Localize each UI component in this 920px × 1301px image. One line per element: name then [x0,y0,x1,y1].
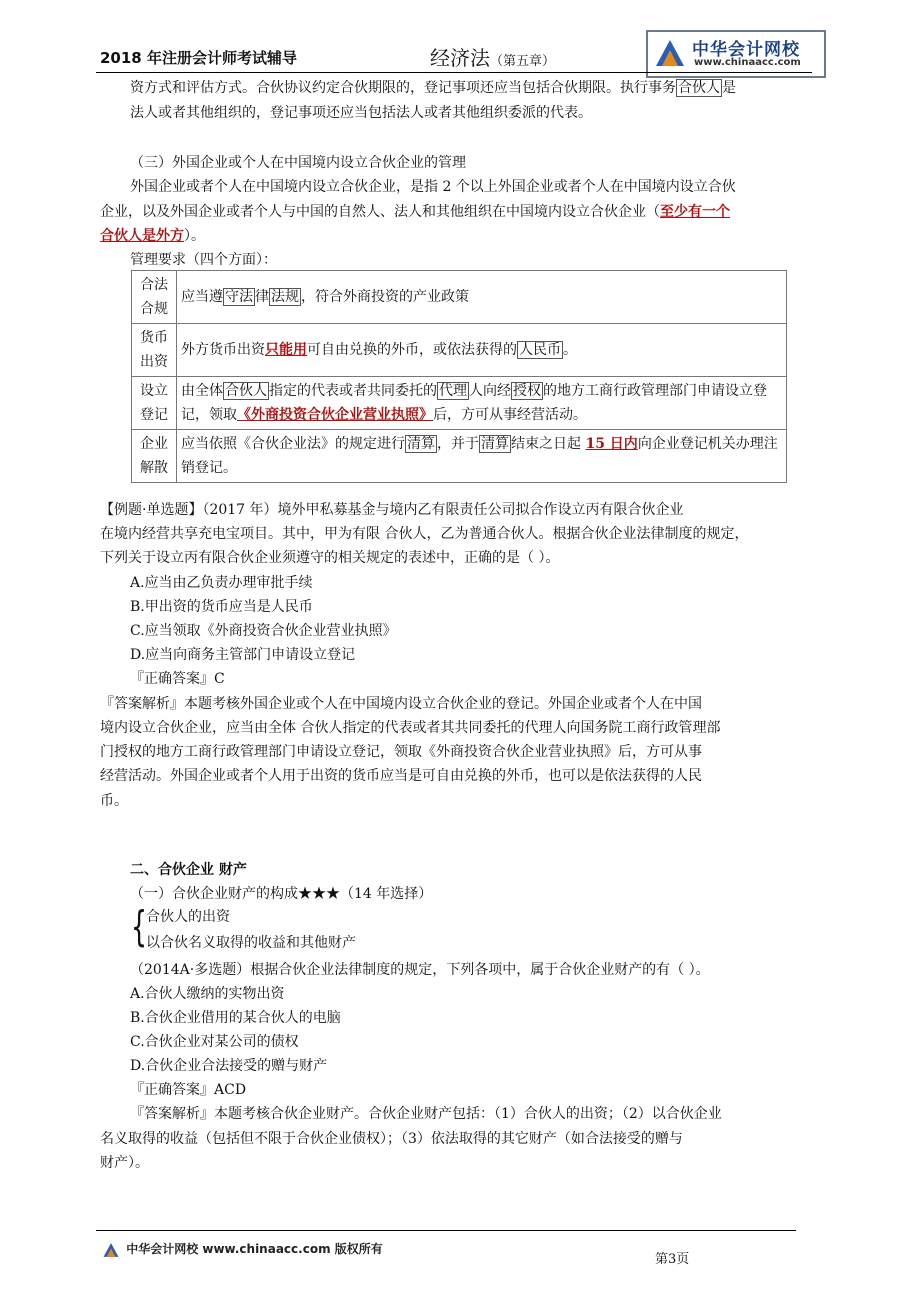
intro-line-2: 法人或者其他组织的，登记事项还应当包括法人或者其他组织委派的代表。 [130,105,592,121]
correct-answer: 『正确答案』ACD [130,1082,247,1098]
table-row [132,430,787,483]
analysis-line: 『答案解析』本题考核合伙企业财产。合伙企业财产包括：（1）合伙人的出资；（2）以合伙企业 [130,1106,722,1122]
section3-heading: （三）外国企业或个人在中国境内设立合伙企业的管理 [130,155,466,171]
row-value: 应当遵 守法 律 法规 ，符合外商投资的产业政策 [177,271,787,324]
analysis-line: 财产）。 [100,1155,149,1171]
correct-answer: 『正确答案』C [130,671,225,687]
option-b: B.甲出资的货币应当是人民币 [130,599,313,615]
table-row [132,271,787,324]
row-value: 由全体 合伙人 指定的代表或者共同委托的 代理 人向经 授权 的地方工商行政管理部门申请设立登记，领取《外商投资合伙企业营业执照》后，方可从事经营活动。 [177,377,787,430]
option-c: C.应当领取《外商投资合伙企业营业执照》 [130,623,397,639]
logo-url: www.chinaacc.com [694,57,801,68]
row-key: 设立登记 [132,377,177,430]
footer-text: 中华会计网校 www.chinaacc.com 版权所有 [126,1242,383,1256]
brace-item: 合伙人的出资 [146,909,230,925]
example1-line: 【例题·单选题】（2017 年）境外甲私募基金与境内乙有限责任公司拟合作设立丙有限合伙企业 [100,502,684,518]
section3-p2: 企业，以及外国企业或者个人与中国的自然人、法人和其他组织在中国境内设立合伙企业（至少有一个 [100,204,730,220]
row-key: 合法合规 [132,271,177,324]
footer-logo-icon [100,1242,122,1258]
section3-p3: 合伙人是外方）。 [100,228,205,244]
option-c: C.合伙企业对某公司的债权 [130,1034,299,1050]
example1-line: 下列关于设立丙有限合伙企业须遵守的相关规定的表述中，正确的是（ ）。 [100,550,560,566]
brace-symbol: { [131,902,148,951]
row-value: 应当依照《合伙企业法》的规定进行 清算 ，并于 清算 结束之日起 15 日内向企业登记机关办理注销登记。 [177,430,787,483]
analysis-line: 门授权的地方工商行政管理部门申请设立登记，领取《外商投资合伙企业营业执照》后，方可从事 [100,744,702,760]
option-a: A.应当由乙负责办理审批手续 [130,575,313,591]
footer-brand [100,1240,383,1258]
question-text: （2014A·多选题）根据合伙企业法律制度的规定，下列各项中，属于合伙企业财产的有（ ）。 [130,962,710,978]
section3-p1: 外国企业或者个人在中国境内设立合伙企业，是指 2 个以上外国企业或者个人在中国境内设立合伙 [130,179,736,195]
analysis-line: 境内设立合伙企业，应当由全体 合伙人指定的代表或者其共同委托的代理人向国务院工商行政管理部 [100,720,721,736]
management-table [131,270,787,483]
section2-heading: 二、合伙企业 财产 [130,862,247,878]
row-key: 企业解散 [132,430,177,483]
header-divider [96,72,812,73]
header-title: 2018 年注册会计师考试辅导 [100,49,297,67]
option-d: D.应当向商务主管部门申请设立登记 [130,647,356,663]
subject-name: 经济法 [430,46,490,70]
option-b: B.合伙企业借用的某合伙人的电脑 [130,1010,341,1026]
chapter-label: （第五章） [490,54,556,69]
logo-text: 中华会计网校 [692,40,800,60]
table-row [132,324,787,377]
section2-sub: （一）合伙企业财产的构成★★★（14 年选择） [130,886,433,902]
option-a: A.合伙人缴纳的实物出资 [130,986,285,1002]
analysis-line: 『答案解析』本题考核外国企业或个人在中国境内设立合伙企业的登记。外国企业或者个人在中国 [100,696,702,712]
row-value: 外方货币出资只能用可自由兑换的外币，或依法获得的 人民币 。 [177,324,787,377]
brace-item: 以合伙名义取得的收益和其他财产 [146,935,356,951]
example1-line: 在境内经营共享充电宝项目。其中，甲为有限 合伙人，乙为普通合伙人。根据合伙企业法律制度的规定， [100,526,749,542]
header-subject [430,42,555,71]
analysis-line: 经营活动。外国企业或者个人用于出资的货币应当是可自由兑换的外币，也可以是依法获得的人民 [100,768,702,784]
option-d: D.合伙企业合法接受的赠与财产 [130,1058,328,1074]
page-number: 第3页 [655,1252,690,1267]
table-row [132,377,787,430]
analysis-line: 名义取得的收益（包括但不限于合伙企业债权）；（3）依法取得的其它财产（如合法接受的赠与 [100,1131,683,1147]
intro-line-1: 资方式和评估方式。合伙协议约定合伙期限的，登记事项还应当包括合伙期限。执行事务 合伙人 是 [130,80,736,96]
site-logo [646,30,826,78]
mgmt-label: 管理要求（四个方面）： [130,252,277,268]
row-key: 货币出资 [132,324,177,377]
logo-icon [654,38,686,68]
analysis-line: 币。 [100,793,128,809]
footer-divider [96,1230,796,1231]
